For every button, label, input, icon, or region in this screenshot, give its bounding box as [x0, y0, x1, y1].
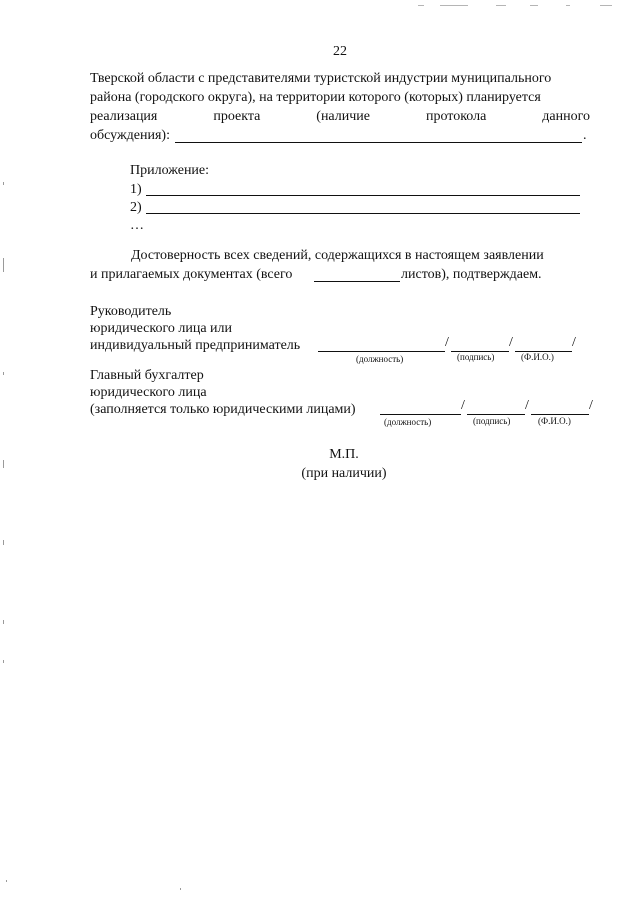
- accountant-title-line-3: (заполняется только юридическими лицами): [90, 402, 356, 417]
- attachment-number-2: 2): [130, 200, 142, 215]
- scan-speck: [566, 5, 570, 6]
- word-realization: реализация: [90, 109, 158, 124]
- head-title-line-2: юридического лица или: [90, 321, 233, 336]
- scan-speck: [180, 888, 181, 890]
- confirmation-line-2-start: и прилагаемых документах (всего: [90, 267, 293, 282]
- accountant-position-line[interactable]: [380, 414, 461, 415]
- scan-speck: [3, 540, 4, 545]
- attachment-number-1: 1): [130, 182, 142, 197]
- scan-speck: [496, 5, 506, 6]
- stamp-place: М.П.: [329, 447, 359, 462]
- word-project: проекта: [213, 109, 261, 124]
- head-title-line-1: Руководитель: [90, 304, 172, 319]
- head-title-line-3: индивидуальный предприниматель: [90, 338, 301, 353]
- scan-speck: [3, 460, 4, 468]
- paragraph-line-3: [90, 108, 590, 126]
- scan-speck: [3, 620, 4, 624]
- accountant-name-line[interactable]: [531, 414, 589, 415]
- accountant-label-signature: (подпись): [473, 416, 511, 426]
- confirmation-line-1: Достоверность всех сведений, содержащихся в настоящем заявлении: [131, 248, 544, 263]
- paragraph-end-period: .: [583, 128, 587, 143]
- head-position-line[interactable]: [318, 351, 445, 352]
- paragraph-line-2: района (городского округа), на территории которого (которых) планируется: [90, 90, 541, 105]
- scan-speck: [6, 880, 7, 882]
- accountant-label-name: (Ф.И.О.): [538, 416, 571, 426]
- word-given: данного: [542, 109, 590, 124]
- accountant-title-line-2: юридического лица: [90, 385, 207, 400]
- scan-speck: [3, 258, 4, 272]
- separator-4: /: [461, 398, 465, 413]
- page-number: 22: [333, 44, 347, 59]
- word-protocol: протокола: [425, 109, 487, 124]
- sheet-count-line[interactable]: [314, 281, 400, 282]
- paragraph-line-1: Тверской области с представителями туристской индустрии муниципального: [90, 71, 552, 86]
- head-label-signature: (подпись): [457, 352, 495, 362]
- scan-speck: [600, 5, 612, 6]
- confirmation-line-2-end: листов), подтверждаем.: [401, 267, 542, 282]
- scan-speck: [530, 5, 538, 6]
- separator-6: /: [589, 398, 593, 413]
- scan-speck: [3, 182, 4, 185]
- attachments-heading: Приложение:: [130, 163, 210, 178]
- separator-3: /: [572, 335, 576, 350]
- head-label-name: (Ф.И.О.): [521, 352, 554, 362]
- accountant-title-line-1: Главный бухгалтер: [90, 368, 204, 383]
- discussion-fill-line[interactable]: [175, 142, 582, 143]
- separator-1: /: [445, 335, 449, 350]
- accountant-signature-line[interactable]: [467, 414, 525, 415]
- scan-speck: [418, 5, 424, 6]
- word-presence: (наличие: [316, 109, 370, 124]
- scan-speck: [3, 372, 4, 375]
- attachment-line-2[interactable]: [146, 213, 580, 214]
- attachment-ellipsis: …: [130, 218, 144, 233]
- scan-speck: [3, 660, 4, 663]
- separator-2: /: [509, 335, 513, 350]
- paragraph-line-4: обсуждения):: [90, 128, 170, 143]
- separator-5: /: [525, 398, 529, 413]
- head-label-position: (должность): [356, 354, 404, 364]
- stamp-note: (при наличии): [301, 466, 387, 481]
- scan-speck: [440, 5, 468, 6]
- attachment-line-1[interactable]: [146, 195, 580, 196]
- accountant-label-position: (должность): [384, 417, 432, 427]
